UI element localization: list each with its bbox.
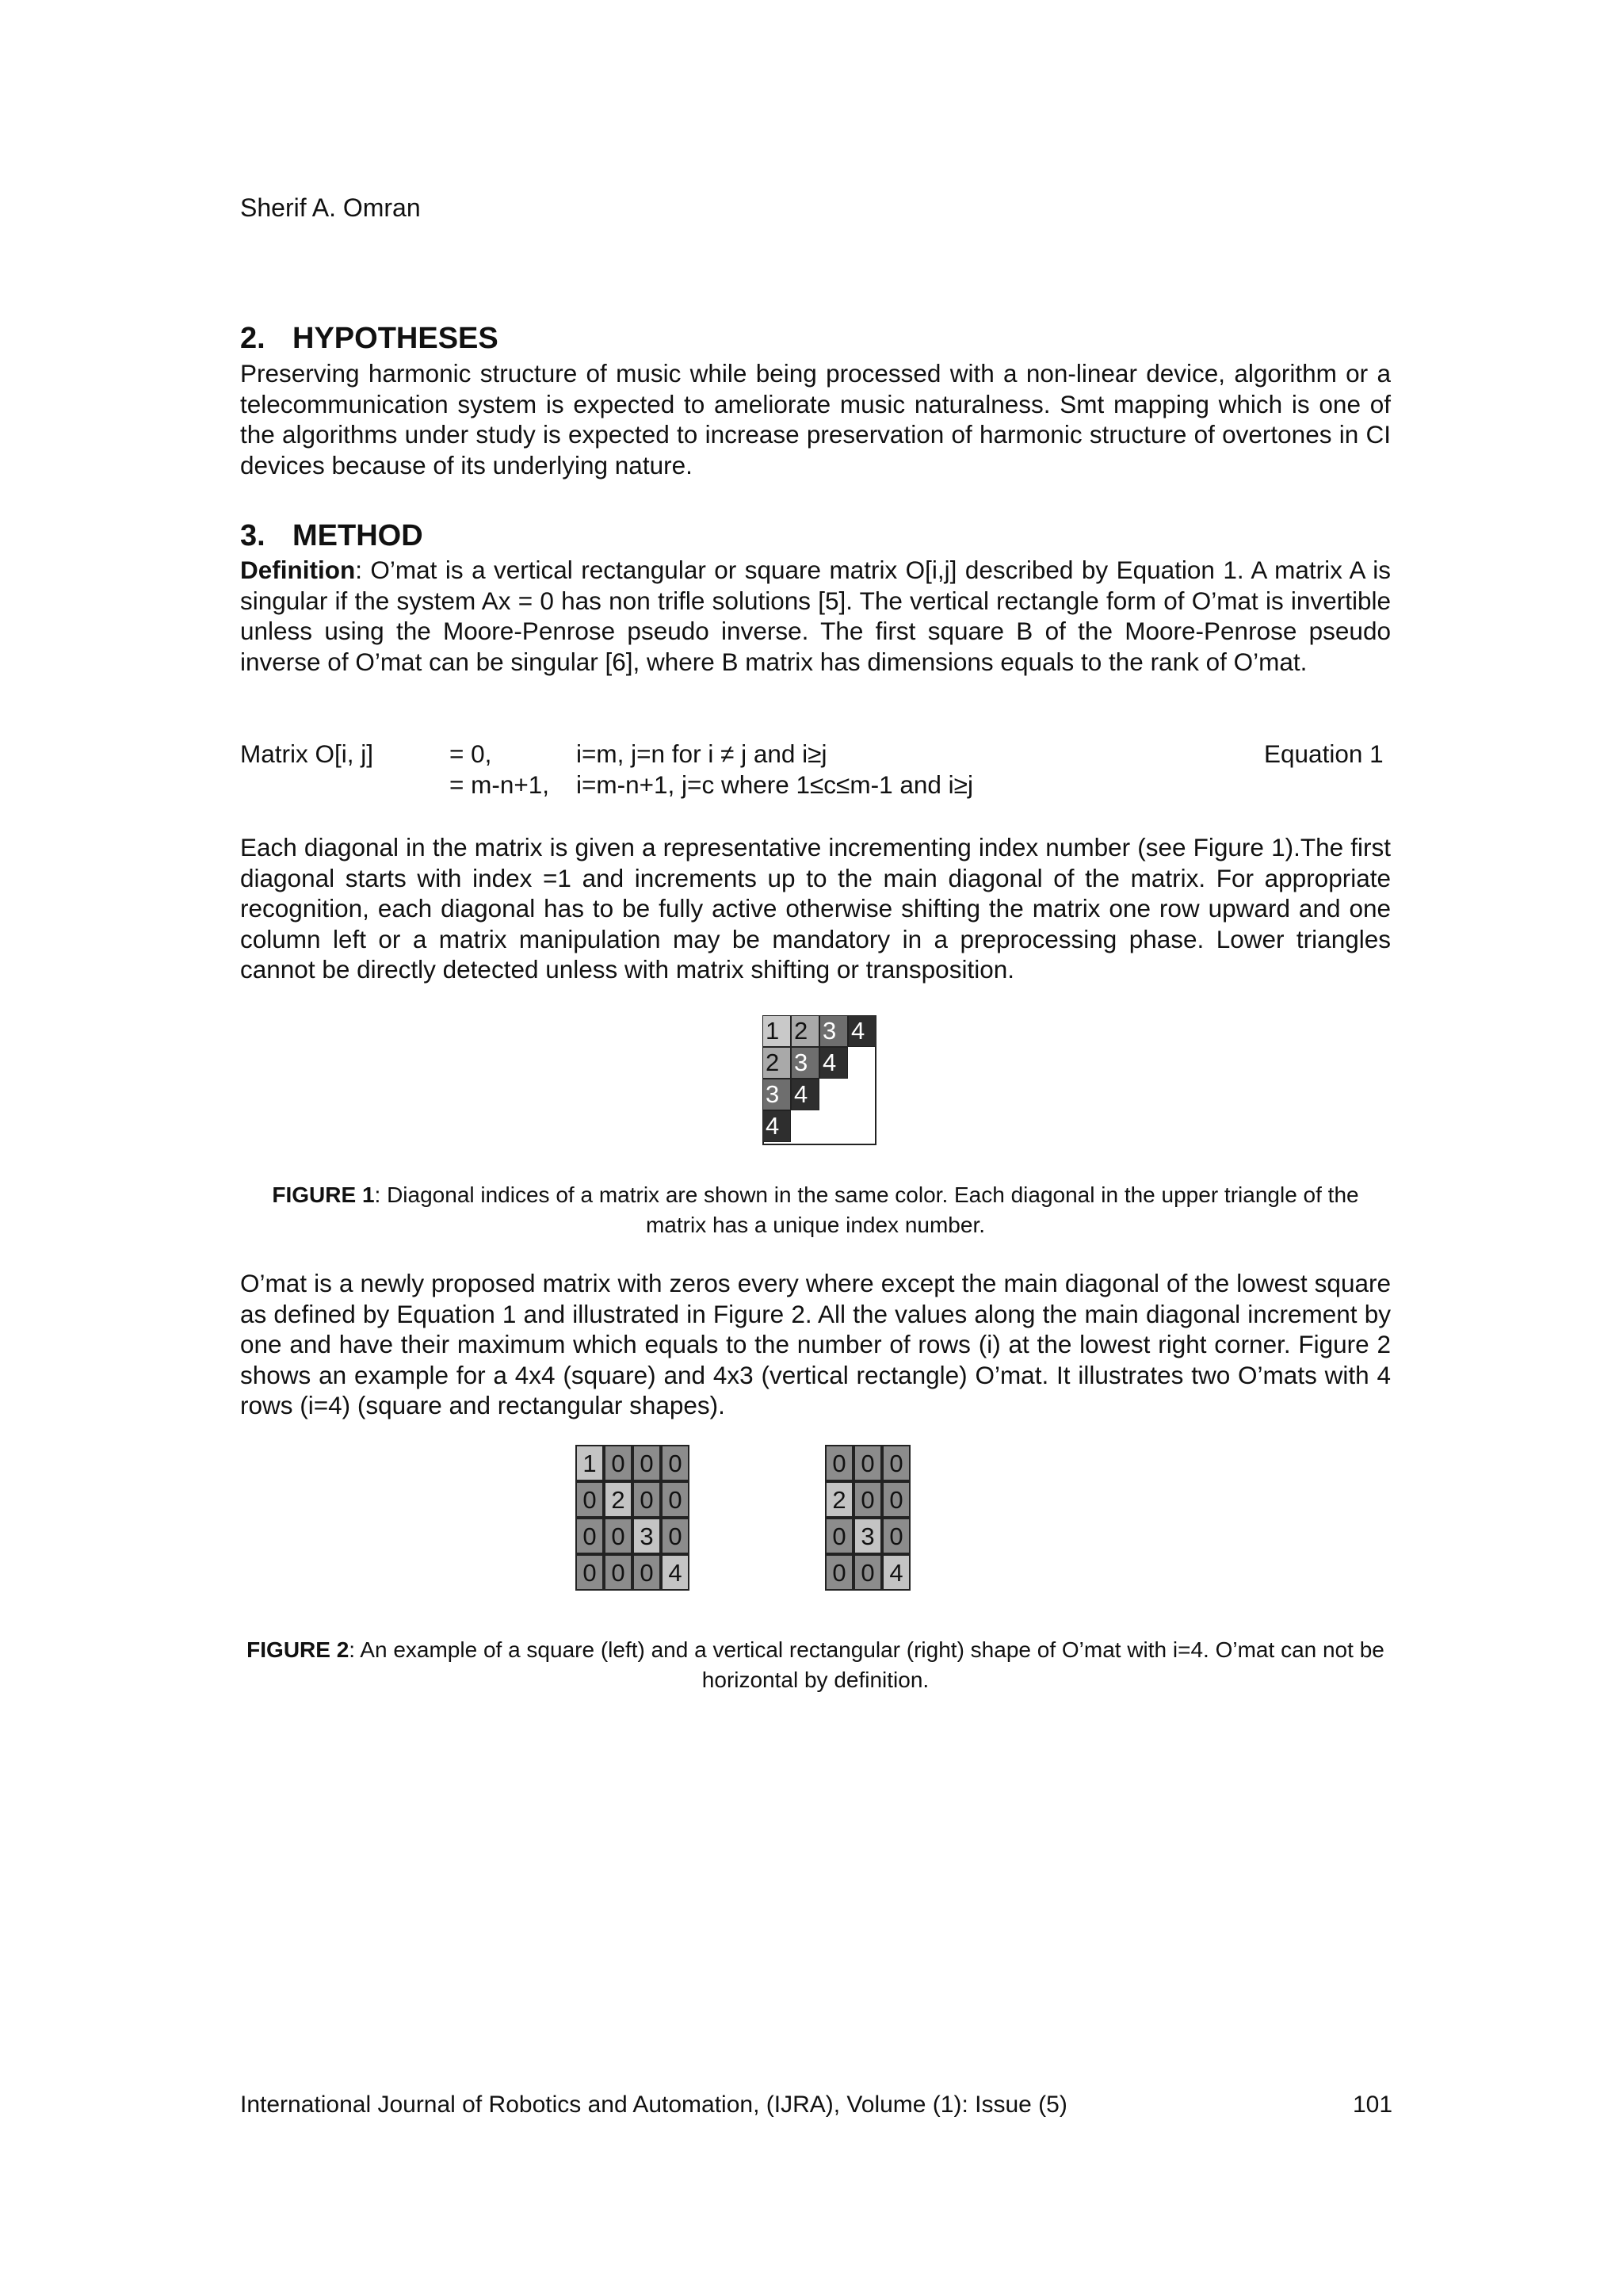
- figure2-square-cell-2-1: 0: [604, 1518, 632, 1554]
- equation-row2-condition: i=m-n+1, j=c where 1≤c≤m-1 and i≥j: [576, 770, 973, 799]
- figure1-cell-0-2: 3: [819, 1015, 848, 1047]
- section-title: METHOD: [292, 519, 423, 552]
- figure2-square-cell-1-0: 0: [575, 1481, 604, 1518]
- section-number: 2.: [240, 322, 265, 355]
- figure2-square-cell-3-0: 0: [575, 1554, 604, 1591]
- figure2-rect-cell-1-0: 2: [825, 1481, 854, 1518]
- figure2-square-cell-0-1: 0: [604, 1445, 632, 1481]
- figure2-rect-cell-1-2: 0: [882, 1481, 911, 1518]
- figure2-square-cell-3-2: 0: [632, 1554, 661, 1591]
- figure2-rect-cell-3-2: 4: [882, 1554, 911, 1591]
- figure2-square-cell-3-3: 4: [661, 1554, 689, 1591]
- figure2-square-cell-3-1: 0: [604, 1554, 632, 1591]
- equation-label: Equation 1: [1264, 739, 1384, 768]
- equation-row2-value: = m-n+1,: [449, 770, 550, 799]
- definition-text: : O’mat is a vertical rectangular or square matrix O[i,j] described by Equation 1. A matrix A is singular if the system Ax = 0 has non trifle solutions [5]. The vertical rectangle form of O’mat is invertible unless using the Moore-Penrose pseudo inverse. The first square B of the Moore-Penrose pseudo inverse of O’mat can be singular [6], where B matrix has dimensions equals to the rank of O’mat.: [240, 556, 1391, 676]
- section-title: HYPOTHESES: [292, 322, 498, 355]
- figure2-rect-cell-2-1: 3: [854, 1518, 882, 1554]
- figure2-square-cell-2-2: 3: [632, 1518, 661, 1554]
- equation-row1-value: = 0,: [449, 739, 492, 768]
- figure2-rect-cell-3-1: 0: [854, 1554, 882, 1591]
- section-number: 3.: [240, 519, 265, 552]
- figure2-caption: [240, 1635, 1391, 1695]
- figure1-cell-0-0: 1: [762, 1015, 791, 1047]
- figure2-rect-cell-0-2: 0: [882, 1445, 911, 1481]
- figure1-caption-text: : Diagonal indices of a matrix are shown in the same color. Each diagonal in the upper triangle of the matrix has a unique index number.: [374, 1182, 1359, 1237]
- section-heading-method: [240, 519, 423, 553]
- hypotheses-paragraph: Preserving harmonic structure of music while being processed with a non-linear device, algorithm or a telecommunication system is expected to ameliorate music naturalness. Smt mapping which is one of the algorithms under study is expected to increase preservation of harmonic structure of overtones in CI devices because of its underlying nature.: [240, 359, 1391, 479]
- figure2-square-cell-1-2: 0: [632, 1481, 661, 1518]
- figure1-cell-2-1: 4: [791, 1079, 819, 1110]
- figure2-square-cell-0-3: 0: [661, 1445, 689, 1481]
- figure2-square-cell-1-1: 2: [604, 1481, 632, 1518]
- figure1-cell-0-1: 2: [791, 1015, 819, 1047]
- figure1-cell-0-3: 4: [848, 1015, 876, 1047]
- diagonal-paragraph: Each diagonal in the matrix is given a representative incrementing index number (see Figure 1).The first diagonal starts with index =1 and increments up to the main diagonal of the matrix. For appropriate recognition, each diagonal has to be fully active otherwise shifting the matrix one row upward and one column left or a matrix manipulation may be mandatory in a preprocessing phase. Lower triangles cannot be directly detected unless with matrix shifting or transposition.: [240, 833, 1391, 984]
- figure1-caption-label: FIGURE 1: [272, 1182, 375, 1207]
- figure1-cell-1-0: 2: [762, 1047, 791, 1079]
- figure2-square-cell-0-2: 0: [632, 1445, 661, 1481]
- figure2-square-cell-1-3: 0: [661, 1481, 689, 1518]
- figure2-square-cell-0-0: 1: [575, 1445, 604, 1481]
- definition-label: Definition: [240, 556, 356, 584]
- footer-journal: International Journal of Robotics and Automation, (IJRA), Volume (1): Issue (5): [240, 2092, 1067, 2118]
- footer-page-number: 101: [1353, 2092, 1393, 2118]
- figure2-rect-cell-0-0: 0: [825, 1445, 854, 1481]
- figure2-rect-cell-1-1: 0: [854, 1481, 882, 1518]
- section-heading-hypotheses: [240, 322, 498, 356]
- figure2-caption-label: FIGURE 2: [246, 1637, 349, 1662]
- figure1-cell-2-0: 3: [762, 1079, 791, 1110]
- figure2-caption-text: : An example of a square (left) and a vertical rectangular (right) shape of O’mat with i=4. O’mat can not be horizontal by definition.: [349, 1637, 1384, 1692]
- figure1-cell-3-0: 4: [762, 1110, 791, 1142]
- running-header-author: Sherif A. Omran: [240, 193, 421, 222]
- figure1-cell-1-1: 3: [791, 1047, 819, 1079]
- figure2-square-cell-2-0: 0: [575, 1518, 604, 1554]
- equation-lhs: Matrix O[i, j]: [240, 739, 374, 768]
- figure2-rect-cell-3-0: 0: [825, 1554, 854, 1591]
- figure2-rect-cell-0-1: 0: [854, 1445, 882, 1481]
- figure2-square-cell-2-3: 0: [661, 1518, 689, 1554]
- figure2-rect-cell-2-0: 0: [825, 1518, 854, 1554]
- method-definition-paragraph: [240, 555, 1391, 677]
- omat-paragraph: O’mat is a newly proposed matrix with zeros every where except the main diagonal of the lowest square as defined by Equation 1 and illustrated in Figure 2. All the values along the main diagonal increment by one and have their maximum which equals to the number of rows (i) at the lowest right corner. Figure 2 shows an example for a 4x4 (square) and 4x3 (vertical rectangle) O’mat. It illustrates two O’mats with 4 rows (i=4) (square and rectangular shapes).: [240, 1269, 1391, 1420]
- figure1-caption: [240, 1180, 1391, 1240]
- equation-row1-condition: i=m, j=n for i ≠ j and i≥j: [576, 739, 827, 768]
- figure1-cell-1-2: 4: [819, 1047, 848, 1079]
- figure2-rect-cell-2-2: 0: [882, 1518, 911, 1554]
